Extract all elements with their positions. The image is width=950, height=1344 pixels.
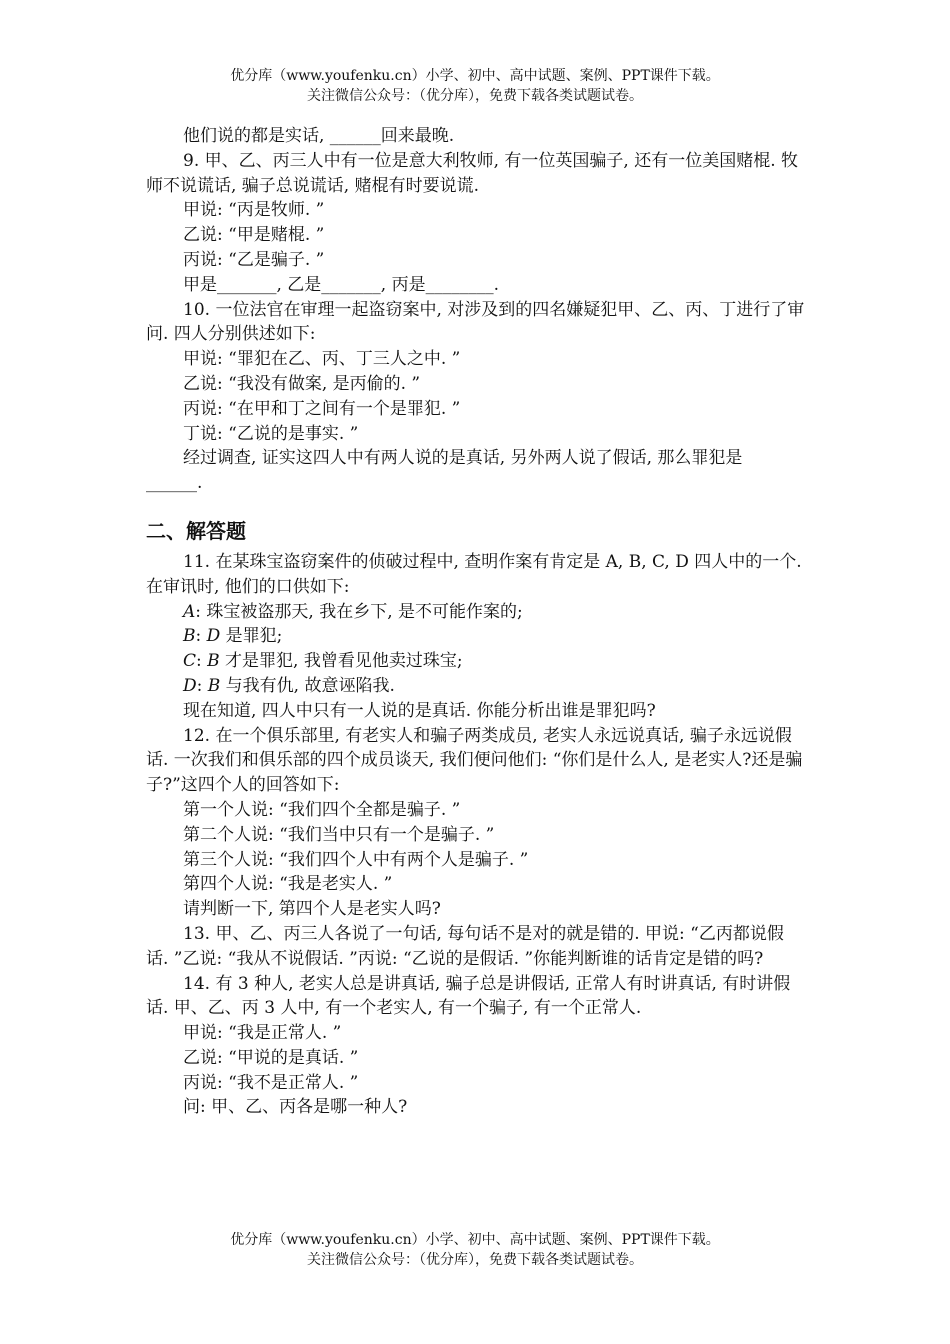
q11-c-ref: B [207,651,220,672]
q10-conclusion: 经过调查, 证实这四人中有两人说的是真话, 另外两人说了假话, 那么罪犯是 [183,448,743,469]
q12-statement-2: 第二个人说: “我们当中只有一个是骗子. ” [183,824,495,845]
q10-statement-3: 丙说: “在甲和丁之间有一个是罪犯. ” [183,398,461,419]
q9-statement-2: 乙说: “甲是赌棍. ” [183,225,325,246]
q10-stem: 10. 一位法官在审理一起盗窃案中, 对涉及到的四名嫌疑犯甲、乙、丙、丁进行了审问. 四人分别供述如下: [146,299,805,345]
q13-stem: 13. 甲、乙、丙三人各说了一句话, 每句话不是对的就是错的. 甲说: “乙丙都说假话. ”乙说: “我从不说假话. ”丙说: “乙说的是假话. ”你能判断谁的话肯定是错的吗? [146,923,784,969]
page-header [0,66,950,106]
q9-answer-line: 甲是_______, 乙是_______, 丙是________. [183,274,500,295]
q11-stem: 11. 在某珠宝盗窃案件的侦破过程中, 查明作案有肯定是 A, B, C, D 四人中的一个. 在审讯时, 他们的口供如下: [146,551,802,597]
page-footer [0,1230,950,1270]
q11-testimony-b [146,624,806,649]
q11-a-text: : 珠宝被盗那天, 我在乡下, 是不可能作案的; [195,601,523,622]
header-line-1: 优分库（www.youfenku.cn）小学、初中、高中试题、案例、PPT课件下载。 [230,68,720,84]
q12-statement-1: 第一个人说: “我们四个全都是骗子. ” [183,799,461,820]
q10-statement-2: 乙说: “我没有做案, 是丙偷的. ” [183,373,421,394]
q11-testimony-d [146,674,806,699]
q11-c-text: 才是罪犯, 我曾看见他卖过珠宝; [219,651,463,672]
footer-line-1: 优分库（www.youfenku.cn）小学、初中、高中试题、案例、PPT课件下载。 [230,1232,720,1248]
q10-statement-4: 丁说: “乙说的是事实. ” [183,423,359,444]
q9-stem: 9. 甲、乙、丙三人中有一位是意大利牧师, 有一位英国骗子, 还有一位美国赌棍. 牧师不说谎话, 骗子总说谎话, 赌棍有时要说谎. [146,150,799,196]
q9-statement-1: 甲说: “丙是牧师. ” [183,200,325,221]
q14-stem: 14. 有 3 种人, 老实人总是讲真话, 骗子总是讲假话, 正常人有时讲真话, 有时讲假话. 甲、乙、丙 3 人中, 有一个老实人, 有一个骗子, 有一个正常人. [146,973,791,1019]
q11-d-text: 与我有仇, 故意诬陷我. [220,675,395,696]
q12-stem: 12. 在一个俱乐部里, 有老实人和骗子两类成员, 老实人永远说真话, 骗子永远说假话. 一次我们和俱乐部的四个成员谈天, 我们便问他们: “你们是什么人, 是老实人?还是骗子?”这四个人的回答如下: [146,725,803,796]
q12-statement-3: 第三个人说: “我们四个人中有两个人是骗子. ” [183,849,529,870]
document-body [146,124,806,1120]
q14-statement-3: 丙说: “我不是正常人. ” [183,1072,359,1093]
q11-c-sep: : [196,651,208,672]
q14-question: 问: 甲、乙、丙各是哪一种人? [183,1097,408,1118]
q10-blank: ______. [146,473,203,494]
q11-testimony-a [146,600,806,625]
section-2-title: 二、解答题 [146,518,246,543]
q12-question: 请判断一下, 第四个人是老实人吗? [183,899,441,920]
q11-testimony-c [146,649,806,674]
q11-question: 现在知道, 四人中只有一人说的是真话. 你能分析出谁是罪犯吗? [183,700,656,721]
q11-d-label: D [183,675,197,696]
q11-b-sep: : [195,626,207,647]
q11-a-label: A [183,601,196,622]
q12-statement-4: 第四个人说: “我是老实人. ” [183,874,393,895]
q14-statement-1: 甲说: “我是正常人. ” [183,1023,342,1044]
q8-tail: 他们说的都是实话, ______回来最晚. [183,126,455,146]
q11-d-ref: B [207,675,221,696]
q11-d-sep: : [196,675,208,696]
footer-line-2: 关注微信公众号：（优分库），免费下载各类试题试卷。 [307,1252,643,1268]
header-line-2: 关注微信公众号：（优分库），免费下载各类试题试卷。 [307,88,643,104]
q11-b-text: 是罪犯; [220,626,283,647]
q11-b-label: B [183,626,196,647]
q9-statement-3: 丙说: “乙是骗子. ” [183,249,325,270]
q14-statement-2: 乙说: “甲说的是真话. ” [183,1047,359,1068]
q11-b-ref: D [206,626,221,647]
q10-statement-1: 甲说: “罪犯在乙、丙、丁三人之中. ” [183,349,461,370]
q11-c-label: C [183,651,197,672]
